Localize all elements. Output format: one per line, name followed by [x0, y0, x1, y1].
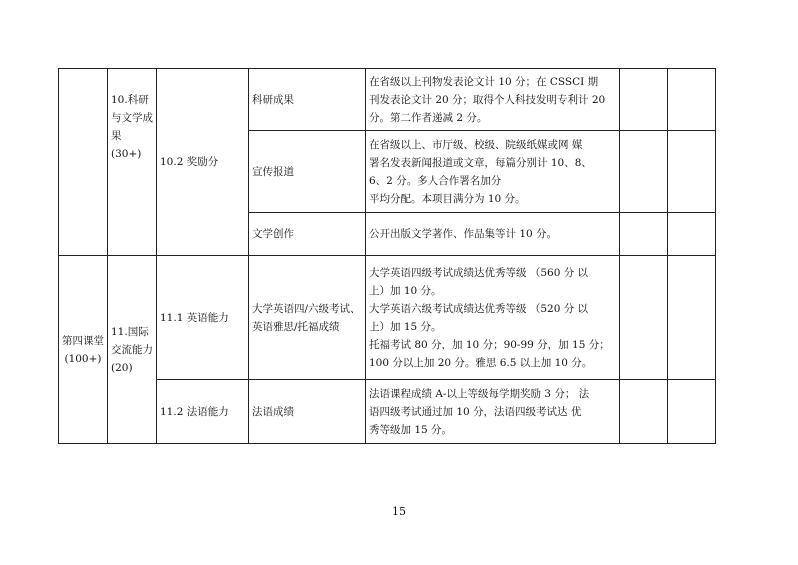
category-cell-research: [108, 69, 157, 256]
empty-cell: [620, 256, 668, 380]
classroom-points: (100+): [64, 352, 102, 365]
item-cell: [249, 213, 366, 256]
section-cell: [157, 256, 249, 380]
category-cell-international: [108, 256, 157, 444]
scoring-table: [58, 68, 716, 444]
item-name: 科研成果: [252, 93, 294, 106]
empty-cell: [620, 213, 668, 256]
desc-line: 法语课程成绩 A-以上等级每学期奖励 3 分； 法: [369, 387, 590, 400]
empty-cell: [620, 380, 668, 444]
page-number: 15: [392, 505, 406, 518]
category-line: 11.国际: [111, 325, 149, 338]
desc-line: 刊发表论文计 20 分；取得个人科技发明专利计 20: [369, 93, 606, 106]
category-line: 10.科研: [111, 94, 149, 106]
empty-cell: [668, 131, 716, 213]
table-row: [59, 69, 716, 131]
empty-cell: [668, 213, 716, 256]
section-name: 11.2 法语能力: [160, 405, 229, 418]
category-line: (20): [111, 361, 133, 374]
item-name: 宣传报道: [252, 165, 294, 178]
classroom-label: 第四课堂: [62, 334, 104, 347]
item-line: 大学英语四/六级考试、: [252, 302, 361, 315]
empty-cell: [668, 69, 716, 131]
description-cell: [366, 256, 620, 380]
desc-line: 100 分以上加 20 分。雅思 6.5 以上加 10 分。: [369, 356, 593, 369]
classroom-label-cell: [59, 256, 108, 444]
empty-cell: [59, 69, 108, 256]
empty-cell: [668, 256, 716, 380]
desc-line: 平均分配。本项目满分为 10 分。: [369, 192, 526, 205]
empty-cell: [620, 131, 668, 213]
desc-line: 在省级以上刊物发表论文计 10 分；在 CSSCI 期: [369, 75, 599, 88]
item-line: 法语成绩: [252, 405, 294, 418]
desc-line: 在省级以上、市厅级、校级、院级纸媒或网 媒: [369, 138, 583, 151]
award-section-cell: [157, 69, 249, 256]
category-line: 交流能力: [111, 343, 153, 356]
section-cell: [157, 380, 249, 444]
description-cell: [366, 213, 620, 256]
table-row: [59, 256, 716, 380]
desc-line: 秀等级加 15 分。: [369, 423, 453, 436]
empty-cell: [668, 380, 716, 444]
desc-line: 署名发表新闻报道或文章，每篇分别计 10、8、: [369, 156, 592, 169]
item-cell: [249, 256, 366, 380]
section-name: 11.1 英语能力: [160, 311, 229, 324]
description-cell: [366, 131, 620, 213]
desc-line: 大学英语四级考试成绩达优秀等级 （560 分 以: [369, 266, 589, 279]
desc-line: 6、2 分。多人合作署名加分: [369, 174, 502, 187]
category-line: 果: [111, 130, 122, 142]
desc-line: 上）加 15 分。: [369, 320, 442, 333]
item-cell: [249, 380, 366, 444]
desc-line: 公开出版文学著作、作品集等计 10 分。: [369, 228, 558, 240]
item-cell: [249, 131, 366, 213]
description-cell: [366, 380, 620, 444]
category-line: 与文学成: [111, 112, 153, 124]
desc-line: 上）加 10 分。: [369, 284, 442, 297]
empty-cell: [620, 69, 668, 131]
desc-line: 大学英语六级考试成绩达优秀等级 （520 分 以: [369, 302, 589, 315]
award-section-label: 10.2 奖励分: [160, 156, 219, 168]
table-row: [59, 380, 716, 444]
item-name: 文学创作: [252, 228, 294, 240]
desc-line: 托福考试 80 分，加 10 分；90-99 分，加 15 分；: [369, 338, 610, 351]
category-line: (30+): [111, 148, 142, 160]
desc-line: 分。第二作者递减 2 分。: [369, 111, 488, 124]
desc-line: 语四级考试通过加 10 分，法语四级考试达 优: [369, 405, 582, 418]
description-cell: [366, 69, 620, 131]
item-cell: [249, 69, 366, 131]
item-line: 英语雅思/托福成绩: [252, 320, 340, 333]
